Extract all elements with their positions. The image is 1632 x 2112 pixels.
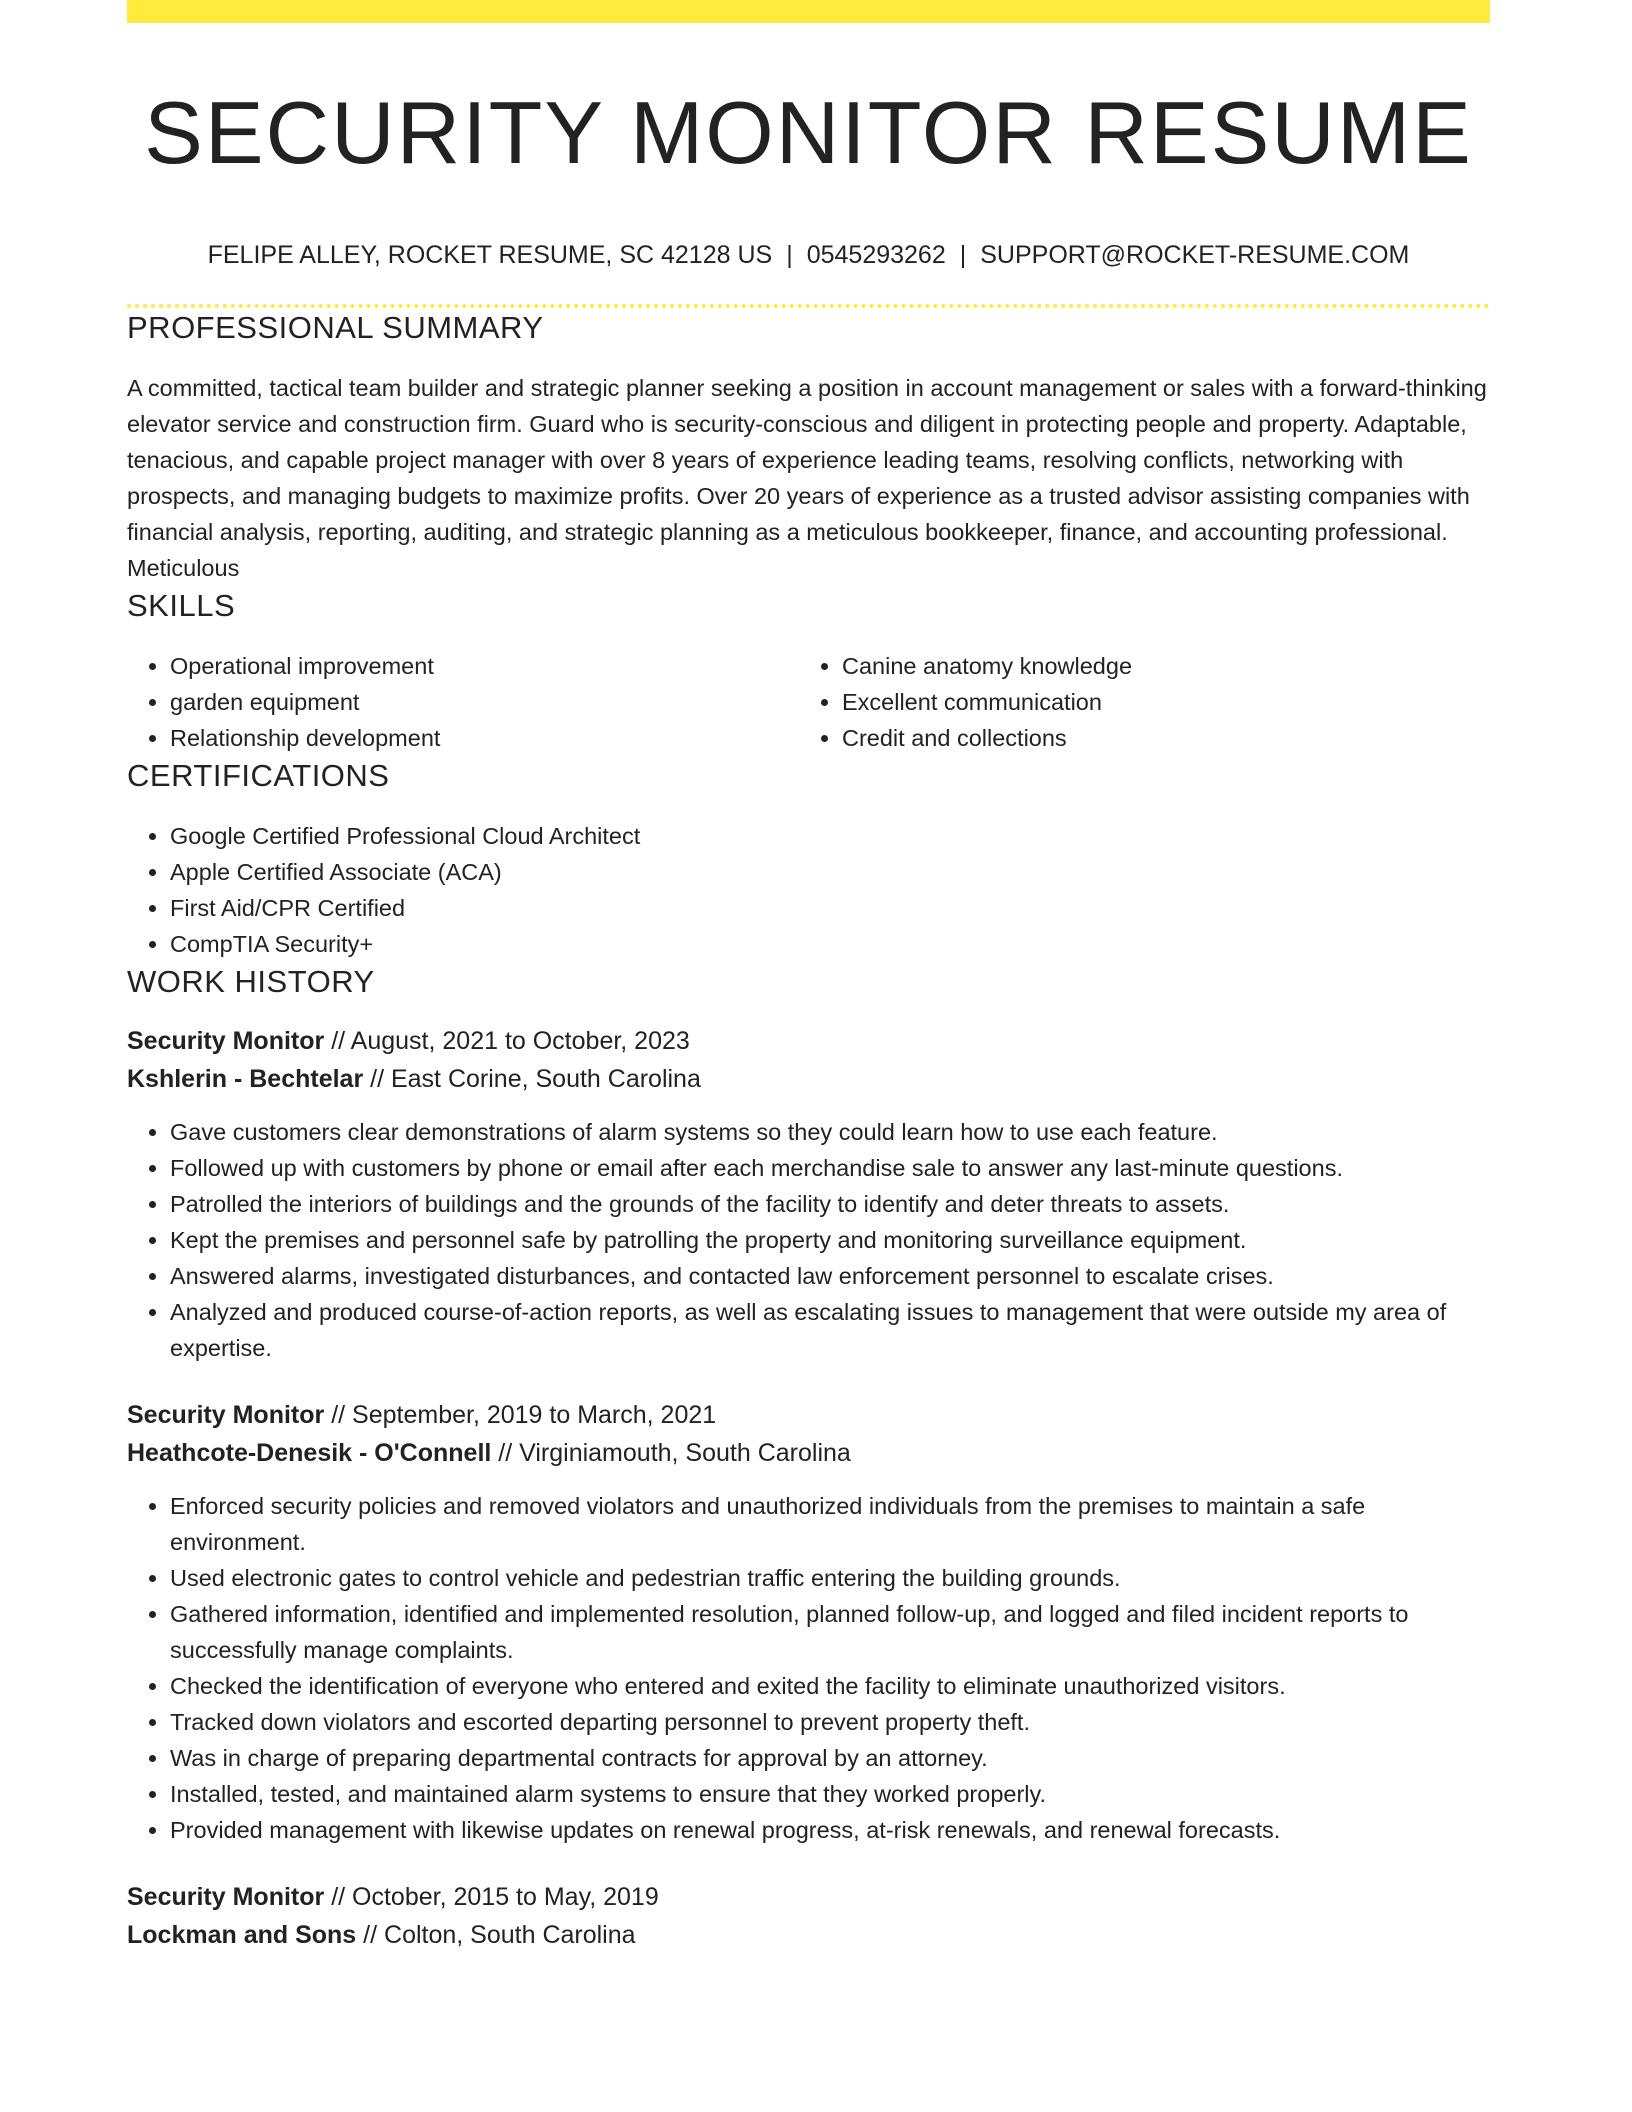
certifications-list bbox=[127, 818, 1490, 962]
job-company-line bbox=[127, 1434, 1490, 1472]
job-bullet: • Enforced security policies and removed violators and unauthorized individuals from the premises to maintain a safe environment. bbox=[170, 1488, 1490, 1560]
job-location: // Colton, South Carolina bbox=[363, 1921, 636, 1949]
job-title: Security Monitor bbox=[127, 1401, 325, 1429]
job-bullet: • Followed up with customers by phone or email after each merchandise sale to answer any last-minute questions. bbox=[170, 1150, 1490, 1186]
contact-separator: | bbox=[959, 241, 967, 269]
job-title: Security Monitor bbox=[127, 1883, 325, 1911]
skills-list-right bbox=[799, 648, 1490, 756]
skill-item: • Canine anatomy knowledge bbox=[842, 648, 1490, 684]
job-bullets bbox=[127, 1114, 1490, 1366]
certifications-heading: CERTIFICATIONS bbox=[127, 758, 390, 793]
work-history-section bbox=[127, 962, 1490, 1954]
job-bullet: • Answered alarms, investigated disturbances, and contacted law enforcement personnel to escalate crises. bbox=[170, 1258, 1490, 1294]
skill-item: • Credit and collections bbox=[842, 720, 1490, 756]
certification-item: • Google Certified Professional Cloud Architect bbox=[170, 818, 1490, 854]
job-company: Kshlerin - Bechtelar bbox=[127, 1065, 364, 1093]
contact-email: SUPPORT@ROCKET-RESUME.COM bbox=[980, 241, 1410, 269]
work-history-heading: WORK HISTORY bbox=[127, 964, 375, 999]
contact-phone: 0545293262 bbox=[806, 241, 946, 269]
job-bullet: • Was in charge of preparing departmental contracts for approval by an attorney. bbox=[170, 1740, 1490, 1776]
skills-heading: SKILLS bbox=[127, 588, 236, 623]
job-entry bbox=[127, 1878, 1490, 1954]
certification-item: • Apple Certified Associate (ACA) bbox=[170, 854, 1490, 890]
job-dates: // September, 2019 to March, 2021 bbox=[331, 1401, 717, 1429]
contact-line bbox=[127, 239, 1490, 271]
accent-top-bar bbox=[127, 0, 1490, 23]
job-title: Security Monitor bbox=[127, 1027, 325, 1055]
job-dates: // October, 2015 to May, 2019 bbox=[331, 1883, 659, 1911]
contact-separator: | bbox=[786, 241, 793, 269]
skills-section bbox=[127, 586, 1490, 756]
job-company-line bbox=[127, 1916, 1490, 1954]
page-title: SECURITY MONITOR RESUME bbox=[144, 83, 1473, 182]
job-bullet: • Provided management with likewise updates on renewal progress, at-risk renewals, and renewal forecasts. bbox=[170, 1812, 1490, 1848]
job-company: Heathcote-Denesik - O'Connell bbox=[127, 1439, 492, 1467]
job-location: // Virginiamouth, South Carolina bbox=[498, 1439, 851, 1467]
certification-item: • CompTIA Security+ bbox=[170, 926, 1490, 962]
job-bullets bbox=[127, 1488, 1490, 1848]
skill-item: • Excellent communication bbox=[842, 684, 1490, 720]
summary-section bbox=[127, 308, 1490, 586]
certification-item: • First Aid/CPR Certified bbox=[170, 890, 1490, 926]
skills-grid bbox=[127, 648, 1490, 756]
contact-address: FELIPE ALLEY, ROCKET RESUME, SC 42128 US bbox=[207, 241, 773, 269]
job-company: Lockman and Sons bbox=[127, 1921, 357, 1949]
skill-item: • garden equipment bbox=[170, 684, 799, 720]
skill-item: • Relationship development bbox=[170, 720, 799, 756]
job-bullet: • Tracked down violators and escorted departing personnel to prevent property theft. bbox=[170, 1704, 1490, 1740]
job-bullet: • Gathered information, identified and implemented resolution, planned follow-up, and logged and filed incident reports to successfully manage complaints. bbox=[170, 1596, 1490, 1668]
job-bullet: • Patrolled the interiors of buildings and the grounds of the facility to identify and deter threats to assets. bbox=[170, 1186, 1490, 1222]
summary-heading: PROFESSIONAL SUMMARY bbox=[127, 310, 544, 345]
skills-list-left bbox=[127, 648, 799, 756]
job-bullet: • Used electronic gates to control vehicle and pedestrian traffic entering the building grounds. bbox=[170, 1560, 1490, 1596]
job-bullet: • Kept the premises and personnel safe by patrolling the property and monitoring surveillance equipment. bbox=[170, 1222, 1490, 1258]
resume-page bbox=[127, 0, 1490, 1954]
job-bullet: • Gave customers clear demonstrations of alarm systems so they could learn how to use each feature. bbox=[170, 1114, 1490, 1150]
job-title-line bbox=[127, 1022, 1490, 1060]
skill-item: • Operational improvement bbox=[170, 648, 799, 684]
job-entry bbox=[127, 1022, 1490, 1366]
job-bullet: • Checked the identification of everyone who entered and exited the facility to eliminate unauthorized visitors. bbox=[170, 1668, 1490, 1704]
job-company-line bbox=[127, 1060, 1490, 1098]
job-bullet: • Installed, tested, and maintained alarm systems to ensure that they worked properly. bbox=[170, 1776, 1490, 1812]
job-title-line bbox=[127, 1396, 1490, 1434]
job-title-line bbox=[127, 1878, 1490, 1916]
summary-text: A committed, tactical team builder and strategic planner seeking a position in account management or sales with a forward-thinking elevator service and construction firm. Guard who is security-conscious and diligent in protecting people and property. Adaptable, tenacious, and capable project manager with over 8 years of experience leading teams, resolving conflicts, networking with prospects, and managing budgets to maximize profits. Over 20 years of experience as a trusted advisor assisting companies with financial analysis, reporting, auditing, and strategic planning as a meticulous bookkeeper, finance, and accounting professional. Meticulous bbox=[127, 375, 1487, 581]
job-bullet: • Analyzed and produced course-of-action reports, as well as escalating issues to management that were outside my area of expertise. bbox=[170, 1294, 1490, 1366]
job-location: // East Corine, South Carolina bbox=[370, 1065, 701, 1093]
job-dates: // August, 2021 to October, 2023 bbox=[331, 1027, 690, 1055]
certifications-section bbox=[127, 756, 1490, 962]
job-entry bbox=[127, 1396, 1490, 1848]
